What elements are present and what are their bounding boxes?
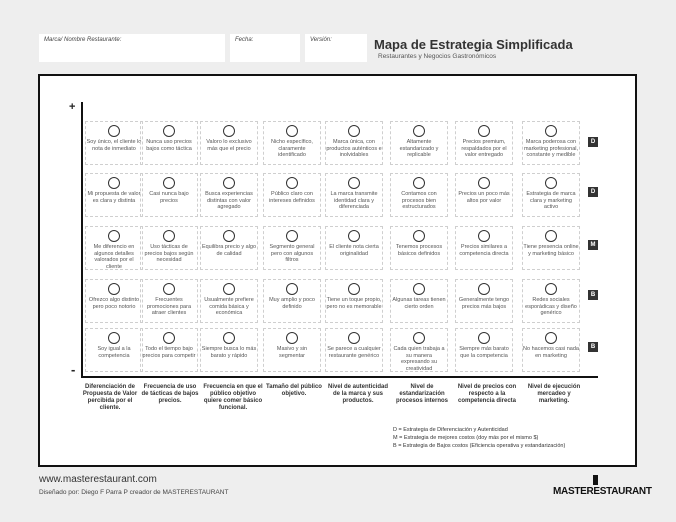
circle-checkbox[interactable] — [348, 230, 360, 242]
circle-checkbox[interactable] — [163, 177, 175, 189]
cell-text: Marca única, con productos auténticos e inolvidables — [326, 139, 382, 159]
grid-cell-r2-c2[interactable] — [140, 173, 198, 217]
cell-text: Cada quien trabaja a su manera expresando su creatividad — [393, 346, 445, 372]
grid-cell-r1-c2[interactable] — [140, 121, 198, 165]
cell-text: Precios premium, respaldados por el valor entregado — [461, 139, 507, 159]
grid-cell-r4-c7[interactable] — [455, 279, 513, 323]
grid-cell-r3-c5[interactable] — [325, 226, 383, 270]
cell-text: El cliente nota cierta originalidad — [329, 244, 379, 257]
circle-checkbox[interactable] — [413, 230, 425, 242]
y-axis-line — [81, 102, 83, 377]
circle-checkbox[interactable] — [286, 125, 298, 137]
circle-checkbox[interactable] — [163, 283, 175, 295]
cell-text: Siempre más barato que la competencia — [459, 346, 509, 359]
cell-text: Muy amplio y poco definido — [269, 297, 315, 310]
circle-checkbox[interactable] — [223, 125, 235, 137]
grid-cell-r2-c1[interactable] — [85, 173, 143, 217]
circle-checkbox[interactable] — [163, 332, 175, 344]
axis-plus-label: + — [69, 101, 76, 113]
circle-checkbox[interactable] — [108, 230, 120, 242]
cell-text: Siempre busca lo más barato y rápido — [201, 346, 257, 359]
circle-checkbox[interactable] — [163, 125, 175, 137]
cell-text: Precios similares a competencia directa — [459, 244, 509, 257]
circle-checkbox[interactable] — [286, 177, 298, 189]
grid-cell-r3-c6[interactable] — [390, 226, 448, 270]
cell-text: Generalmente tengo precios más bajos — [458, 297, 510, 310]
date-label: Fecha: — [235, 37, 254, 43]
grid-cell-r1-c8[interactable] — [522, 121, 580, 165]
cell-text: Estrategia de marca clara y marketing activo — [526, 191, 576, 211]
column-label-5: Nivel de autenticidad de la marca y sus productos. — [328, 384, 389, 404]
restaurant-name-label: Marca/ Nombre Restaurante: — [44, 37, 122, 43]
cell-text: Marca poderosa con marketing profesional, constante y medible — [523, 139, 579, 159]
grid-cell-r2-c8[interactable] — [522, 173, 580, 217]
grid-cell-r4-c6[interactable] — [390, 279, 448, 323]
row-strategy-badge: B — [588, 290, 598, 300]
circle-checkbox[interactable] — [223, 283, 235, 295]
cell-text: Todo el tiempo bajo precios para competir — [142, 346, 196, 359]
circle-checkbox[interactable] — [223, 177, 235, 189]
cell-text: Nunca uso precios bajos como táctica — [146, 139, 192, 152]
column-label-1: Diferenciación de Propuesta de Valor percibida por el cliente. — [82, 384, 138, 411]
grid-cell-r5-c4[interactable] — [263, 328, 321, 372]
row-strategy-badge: B — [588, 342, 598, 352]
cell-text: Tiene presencia online y marketing básico — [523, 244, 579, 257]
version-field[interactable] — [305, 34, 367, 62]
cell-text: Redes sociales esporádicas y diseño genérico — [525, 297, 577, 317]
cell-text: Valoro lo exclusivo más que el precio — [206, 139, 252, 152]
circle-checkbox[interactable] — [545, 283, 557, 295]
circle-checkbox[interactable] — [286, 283, 298, 295]
grid-cell-r1-c5[interactable] — [325, 121, 383, 165]
circle-checkbox[interactable] — [108, 125, 120, 137]
column-label-8: Nivel de ejecución mercadeo y marketing. — [527, 384, 581, 404]
grid-cell-r2-c5[interactable] — [325, 173, 383, 217]
grid-cell-r1-c6[interactable] — [390, 121, 448, 165]
page-subtitle: Restaurantes y Negocios Gastronómicos — [378, 53, 497, 60]
cell-text: Uso tácticas de precios bajos según necesidad — [144, 244, 194, 264]
circle-checkbox[interactable] — [478, 177, 490, 189]
cell-text: Frecuentes promociones para atraer clientes — [146, 297, 192, 317]
circle-checkbox[interactable] — [545, 177, 557, 189]
circle-checkbox[interactable] — [348, 332, 360, 344]
grid-cell-r4-c8[interactable] — [522, 279, 580, 323]
circle-checkbox[interactable] — [223, 332, 235, 344]
cell-text: Algunas tareas tienen cierto orden — [392, 297, 446, 310]
grid-cell-r2-c3[interactable] — [200, 173, 258, 217]
grid-cell-r5-c7[interactable] — [455, 328, 513, 372]
grid-cell-r3-c8[interactable] — [522, 226, 580, 270]
cell-text: Me diferencio en algunos detalles valorados por el cliente — [93, 244, 135, 270]
column-label-3: Frecuencia en que el público objetivo quiere comer básico funcional. — [203, 384, 263, 411]
column-label-2: Frecuencia de uso de tácticas de bajos precios. — [141, 384, 199, 404]
grid-cell-r2-c4[interactable] — [263, 173, 321, 217]
circle-checkbox[interactable] — [478, 283, 490, 295]
footer-website[interactable]: www.masterestaurant.com — [39, 474, 157, 485]
cell-text: Equilibra precio y algo de calidad — [201, 244, 257, 257]
circle-checkbox[interactable] — [478, 125, 490, 137]
row-strategy-badge: D — [588, 137, 598, 147]
grid-cell-r3-c4[interactable] — [263, 226, 321, 270]
circle-checkbox[interactable] — [348, 177, 360, 189]
row-strategy-badge: M — [588, 240, 598, 250]
circle-checkbox[interactable] — [348, 283, 360, 295]
grid-cell-r5-c2[interactable] — [140, 328, 198, 372]
circle-checkbox[interactable] — [413, 177, 425, 189]
circle-checkbox[interactable] — [286, 332, 298, 344]
circle-checkbox[interactable] — [413, 125, 425, 137]
cell-text: Casi nunca bajo precios — [149, 191, 189, 204]
column-label-7: Nivel de precios con respecto a la competencia directa — [457, 384, 517, 404]
circle-checkbox[interactable] — [108, 332, 120, 344]
cell-text: Segmento general pero con algunos filtros — [269, 244, 315, 264]
circle-checkbox[interactable] — [413, 283, 425, 295]
grid-cell-r5-c8[interactable] — [522, 328, 580, 372]
circle-checkbox[interactable] — [413, 332, 425, 344]
circle-checkbox[interactable] — [163, 230, 175, 242]
circle-checkbox[interactable] — [478, 332, 490, 344]
version-label: Versión: — [310, 37, 332, 43]
date-field[interactable] — [230, 34, 300, 62]
grid-cell-r5-c1[interactable] — [85, 328, 143, 372]
cell-text: Ofrezco algo distinto pero poco notorio — [88, 297, 140, 310]
cell-text: Tenemos procesos básicos definidos — [395, 244, 443, 257]
grid-cell-r4-c5[interactable] — [325, 279, 383, 323]
column-label-6: Nivel de estandarización procesos internos — [395, 384, 448, 404]
cell-text: Masivo y sin segmentar — [276, 346, 308, 359]
circle-checkbox[interactable] — [545, 125, 557, 137]
grid-cell-r5-c3[interactable] — [200, 328, 258, 372]
grid-cell-r1-c3[interactable] — [200, 121, 258, 165]
cell-text: Altamente estandarizado y replicable — [399, 139, 439, 159]
grid-cell-r3-c2[interactable] — [140, 226, 198, 270]
grid-cell-r3-c1[interactable] — [85, 226, 143, 270]
grid-cell-r4-c2[interactable] — [140, 279, 198, 323]
cell-text: Nicho específico, claramente identificado — [271, 139, 313, 159]
circle-checkbox[interactable] — [223, 230, 235, 242]
circle-checkbox[interactable] — [348, 125, 360, 137]
grid-cell-r2-c6[interactable] — [390, 173, 448, 217]
circle-checkbox[interactable] — [545, 230, 557, 242]
circle-checkbox[interactable] — [478, 230, 490, 242]
legend-m: M = Estrategia de mejores costos (doy más por el mismo $) — [393, 435, 539, 441]
cell-text: Tiene un toque propio, pero no es memorable — [326, 297, 382, 310]
circle-checkbox[interactable] — [108, 177, 120, 189]
chef-hat-icon — [593, 475, 598, 485]
cell-text: La marca transmite identidad clara y diferenciada — [330, 191, 378, 211]
grid-cell-r3-c3[interactable] — [200, 226, 258, 270]
x-axis-line — [81, 376, 598, 378]
cell-text: Usualmente prefiere comida básica y económica — [204, 297, 254, 317]
cell-text: Se parece a cualquier restaurante genérico — [327, 346, 381, 359]
grid-cell-r2-c7[interactable] — [455, 173, 513, 217]
cell-text: Soy igual a la competencia — [97, 346, 131, 359]
cell-text: Mi propuesta de valor es clara y distinta — [87, 191, 141, 204]
cell-text: Soy único, el cliente lo nota de inmediato — [86, 139, 142, 152]
masterestaurant-logo — [553, 475, 652, 501]
grid-cell-r4-c3[interactable] — [200, 279, 258, 323]
cell-text: Contamos con procesos bien estructurados — [401, 191, 437, 211]
legend-b: B = Estrategia de Bajos costos (Eficiencia operativa y estandarización) — [393, 443, 566, 449]
footer-credit: Diseñado por: Diego F Parra P creador de MASTERESTAURANT — [39, 489, 229, 496]
grid-cell-r4-c4[interactable] — [263, 279, 321, 323]
axis-minus-label: - — [71, 362, 76, 377]
grid-cell-r3-c7[interactable] — [455, 226, 513, 270]
cell-text: Precios un poco más altos por valor — [458, 191, 510, 204]
grid-cell-r1-c7[interactable] — [455, 121, 513, 165]
logo-text: MASTERESTAURANT — [553, 486, 652, 497]
grid-cell-r1-c1[interactable] — [85, 121, 143, 165]
row-strategy-badge: D — [588, 187, 598, 197]
grid-cell-r1-c4[interactable] — [263, 121, 321, 165]
grid-cell-r5-c6[interactable] — [390, 328, 448, 372]
cell-text: No hacemos casi nada en marketing — [523, 346, 579, 359]
page-title: Mapa de Estrategia Simplificada — [374, 37, 573, 52]
cell-text: Público claro con intereses definidos — [269, 191, 315, 204]
circle-checkbox[interactable] — [108, 283, 120, 295]
cell-text: Busca experiencias distintas con valor agregado — [205, 191, 253, 211]
grid-cell-r5-c5[interactable] — [325, 328, 383, 372]
grid-cell-r4-c1[interactable] — [85, 279, 143, 323]
legend-d: D = Estrategia de Diferenciación y Autenticidad — [393, 427, 508, 433]
circle-checkbox[interactable] — [286, 230, 298, 242]
circle-checkbox[interactable] — [545, 332, 557, 344]
column-label-4: Tamaño del público objetivo. — [266, 384, 322, 397]
restaurant-name-field[interactable] — [39, 34, 225, 62]
